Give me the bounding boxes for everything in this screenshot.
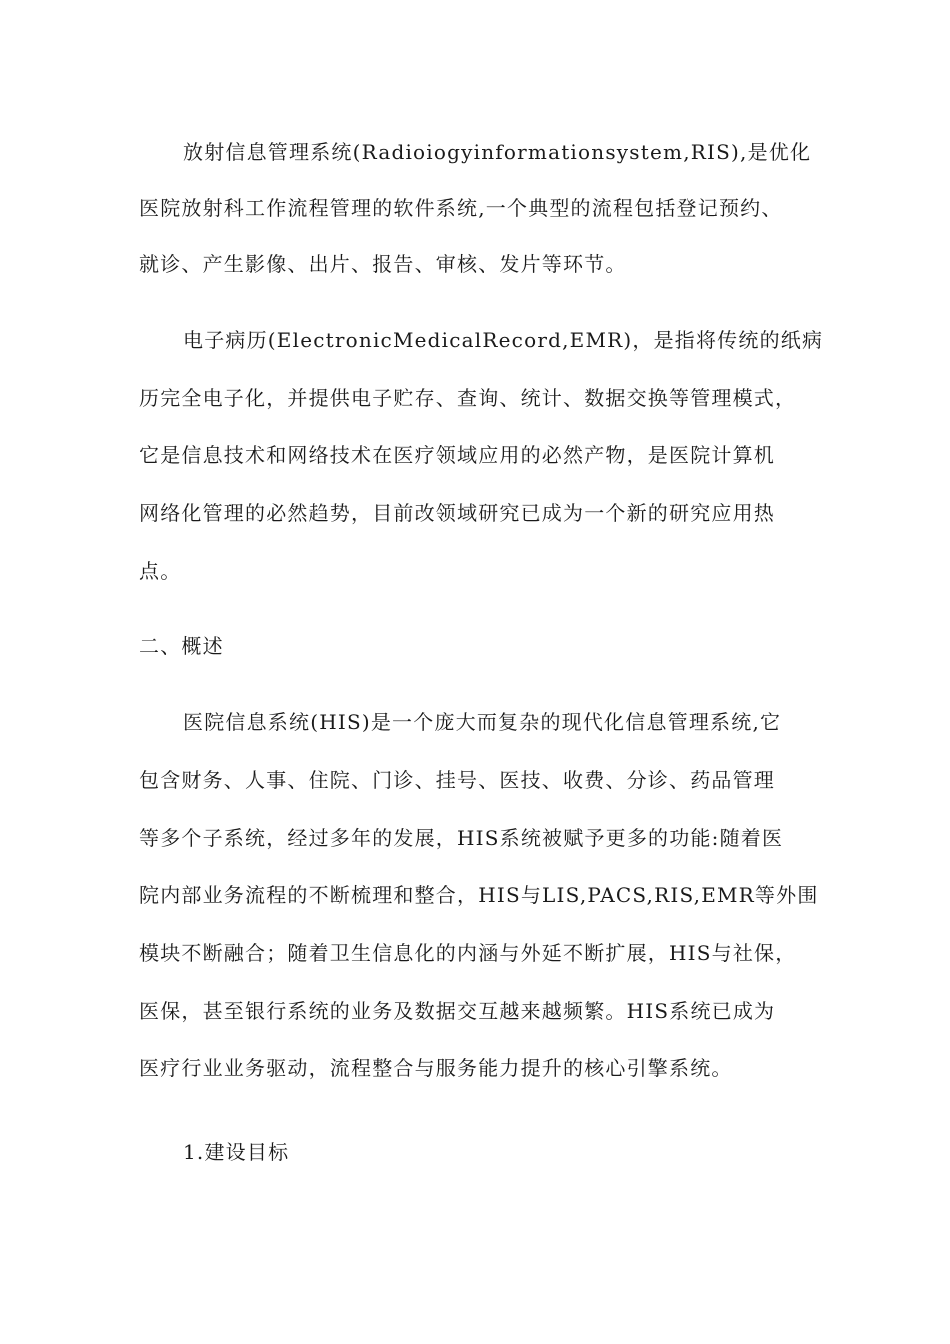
section-heading-overview: 二、概述 [139,634,224,658]
paragraph-ris-line-2: 医院放射科工作流程管理的软件系统,一个典型的流程包括登记预约、 [139,196,783,220]
paragraph-his-line-6: 医保，甚至银行系统的业务及数据交互越来越频繁。HIS系统已成为 [139,999,776,1023]
paragraph-his-line-5: 模块不断融合；随着卫生信息化的内涵与外延不断扩展，HIS与社保， [139,941,797,965]
paragraph-his-line-3: 等多个子系统，经过多年的发展，HIS系统被赋予更多的功能:随着医 [139,826,784,850]
paragraph-his-line-7: 医疗行业业务驱动，流程整合与服务能力提升的核心引擎系统。 [139,1056,733,1080]
paragraph-his-line-4: 院内部业务流程的不断梳理和整合，HIS与LIS,PACS,RIS,EMR等外围 [139,883,819,907]
paragraph-ris-line-3: 就诊、产生影像、出片、报告、审核、发片等环节。 [139,252,627,276]
paragraph-his-line-2: 包含财务、人事、住院、门诊、挂号、医技、收费、分诊、药品管理 [139,768,775,792]
paragraph-ris-line-1: 放射信息管理系统(Radioiogyinformationsystem,RIS),是优化 [183,140,812,164]
paragraph-emr-line-5: 点。 [139,559,182,583]
paragraph-emr-line-3: 它是信息技术和网络技术在医疗领域应用的必然产物，是医院计算机 [139,443,775,467]
paragraph-emr-line-4: 网络化管理的必然趋势，目前改领域研究已成为一个新的研究应用热 [139,501,775,525]
paragraph-emr-line-2: 历完全电子化，并提供电子贮存、查询、统计、数据交换等管理模式， [139,386,797,410]
paragraph-his-line-1: 医院信息系统(HIS)是一个庞大而复杂的现代化信息管理系统,它 [183,710,782,734]
paragraph-emr-line-1: 电子病历(ElectronicMedicalRecord,EMR)，是指将传统的纸病 [183,328,824,352]
subsection-heading-goal: 1.建设目标 [183,1140,290,1164]
